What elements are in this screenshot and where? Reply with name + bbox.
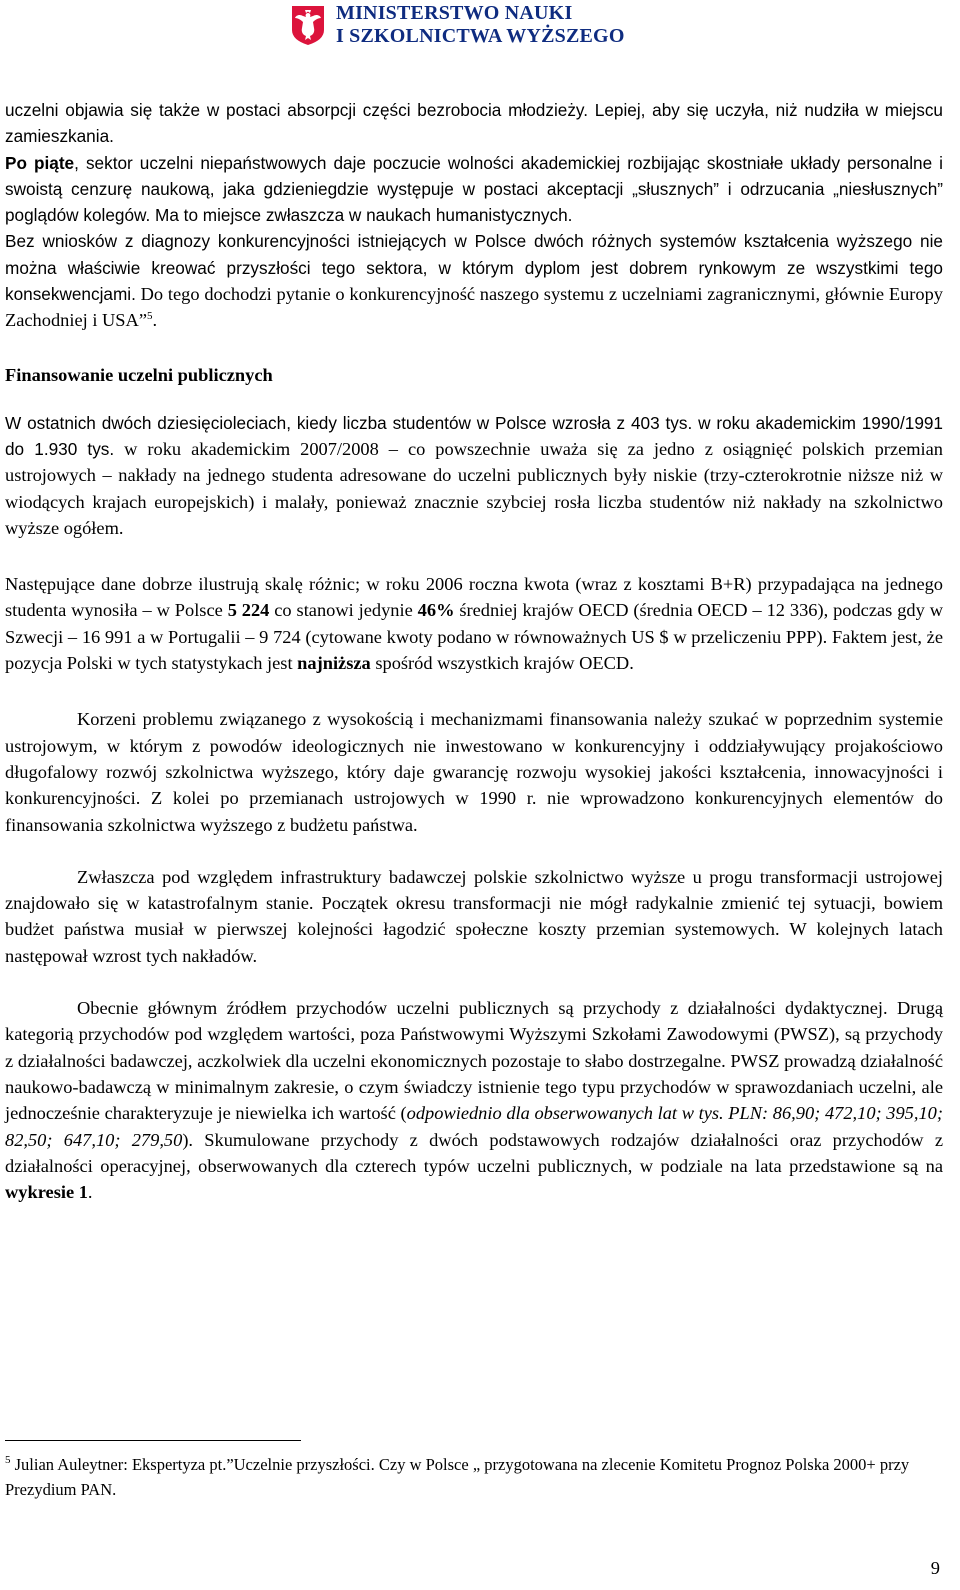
konkurencyjnosc-text: Do tego dochodzi pytanie o konkurencyjność naszego systemu z uczelniami zagranicznymi, głównie Europy Zachodniej i USA” bbox=[5, 284, 943, 331]
page-number: 9 bbox=[930, 1558, 940, 1578]
obecnie-values-italic: odpowiednio dla obserwowanych lat w tys. PLN: 86,90; 472,10; 395,10; 82,50; 647,10; 279,50 bbox=[5, 1103, 943, 1150]
ostatnich-sans-text: W ostatnich dwóch dziesięcioleciach, kiedy liczba studentów w Polsce wzrosła z 403 tys. w roku akademickim 1990/1991 do 1.930 tys. bbox=[5, 412, 943, 459]
ministry-name-line2: I SZKOLNICTWA WYŻSZEGO bbox=[336, 25, 625, 47]
footnote-ref: 5 bbox=[146, 310, 153, 323]
paragraph-obecnie bbox=[5, 995, 943, 1205]
obecnie-text-e: . bbox=[87, 1182, 93, 1203]
footnote-number: 5 bbox=[5, 1454, 11, 1466]
paragraph-end-period: . bbox=[152, 310, 158, 331]
po-piate-lead: Po piąte bbox=[5, 152, 75, 173]
footnote bbox=[5, 1452, 935, 1502]
po-piate-text: , sektor uczelni niepaństwowych daje poczucie wolności akademickiej rozbijając skostniałe układy personalne i swoistą cenzurę naukową, jaka gdzieniegdzie występuje w postaci akceptacji „słusznych” i odrzucania „niesłusznych” poglądów kolegów. Ma to miejsce zwłaszcza w naukach humanistycznych. bbox=[5, 152, 943, 226]
footnote-text-block bbox=[5, 1452, 935, 1502]
paragraph-bez-wnioskow bbox=[5, 228, 943, 333]
ostatnich-serif-text: w roku akademickim 2007/2008 – co powszechnie uważa się za jedno z osiągnięć polskich przemian ustrojowych – nakłady na jednego studenta adresowane do uczelni publicznych były niskie (trzy-czterokrotnie niższe niż w wiodących krajach europejskich) i malały, ponieważ znacznie szybciej rosła liczba studentów niż nakłady na szkolnictwo wyższe ogółem. bbox=[5, 438, 944, 538]
paragraph-ostatnich bbox=[5, 410, 943, 541]
obecnie-text-a: Obecnie głównym źródłem przychodów uczelni publicznych są przychody z działalności dydaktycznej. Drugą kategorią przychodów pod względem wartości, poza Państwowymi Wyższymi Szkołami Zawodowymi (PWSZ), są przychody z działalności badawczej, aczkolwiek dla uczelni ekonomicznych pozostaje to słabo dostrzegalne. PWSZ prowadzą działalność naukowo-badawczą w minimalnym zakresie, o czym świadczy istnienie tego typu przychodów w sprawozdaniach uczelni, ale jednocześnie charakteryzuje je niewielka ich wartość ( bbox=[5, 998, 943, 1124]
ministry-name bbox=[336, 2, 625, 48]
paragraph-korzeni: Korzeni problemu związanego z wysokością i mechanizmami finansowania należy szukać w poprzednim systemie ustrojowym, w którym z powodów ideologicznych nie inwestowano w konkurencyjny i oddziaływujący projakościowo długofalowy rozwój szkolnictwa wyższego, który daje gwarancję rozwoju wysokiej jakości kształcenia, innowacyjności i konkurencyjności. Z kolei po przemianach ustrojowych w 1990 r. nie wprowadzono konkurencyjnych elementów do finansowania szkolnictwa wyższego z budżetu państwa. bbox=[5, 709, 943, 835]
ministry-name-line1: MINISTERSTWO NAUKI bbox=[336, 2, 573, 24]
footnote-divider bbox=[5, 1440, 301, 1441]
document-body bbox=[5, 97, 943, 1205]
dane-amount-poland: 5 224 bbox=[227, 600, 270, 621]
chart-reference: wykresie 1 bbox=[5, 1182, 88, 1203]
paragraph-po-piate bbox=[5, 150, 943, 229]
paragraph-zwlaszcza: Zwłaszcza pod względem infrastruktury badawczej polskie szkolnictwo wyższe u progu transformacji ustrojowej znajdowało się w katastrofalnym stanie. Początek okresu transformacji nie mógł radykalnie zmienić tej sytuacji, bowiem budżet państwa musiał w pierwszej kolejności łagodzić społeczne koszty przemian systemowych. W kolejnych latach następował wzrost tych nakładów. bbox=[5, 866, 943, 966]
polish-eagle-icon bbox=[290, 4, 326, 46]
dane-text-a: Następujące dane dobrze ilustrują skalę różnic; w roku 2006 roczna kwota (wraz z kosztami B+R) przypadająca na jednego studenta wynosiła – w Polsce bbox=[5, 574, 943, 621]
dane-text-e: średniej krajów OECD (średnia OECD – 12 336), podczas gdy w Szwecji – 16 991 a w Portugalii – 9 724 (cytowane kwoty podano w równoważnych US $ w przeliczeniu PPP). Faktem jest, że pozycja Polski w tych statystykach jest bbox=[5, 600, 943, 674]
dane-text-g: spośród wszystkich krajów OECD. bbox=[370, 653, 634, 674]
dane-text-c: co stanowi jedynie bbox=[269, 600, 418, 621]
paragraph-dane bbox=[5, 571, 943, 676]
bez-wnioskow-text: Bez wniosków z diagnozy konkurencyjności istniejących w Polsce dwóch różnych systemów kształcenia wyższego nie można właściwie kreować przyszłości tego sektora, w którym dyplom jest dobrem rynkowym ze wszystkimi tego konsekwencjami. bbox=[5, 231, 943, 305]
ministry-header bbox=[290, 2, 625, 48]
footnote-text: Julian Auleytner: Ekspertyza pt.”Uczelnie przyszłości. Czy w Polsce „ przygotowana na zlecenie Komitetu Prognoz Polska 2000+ przy Prezydium PAN. bbox=[5, 1455, 910, 1499]
dane-najnizsza: najniższa bbox=[297, 653, 371, 674]
paragraph-absorpcja: uczelni objawia się także w postaci absorpcji części bezrobocia młodzieży. Lepiej, aby się uczyła, niż nudziła w miejscu zamieszkania. bbox=[5, 100, 943, 147]
section-heading: Finansowanie uczelni publicznych bbox=[5, 364, 273, 385]
obecnie-text-c: ). Skumulowane przychody z dwóch podstawowych rodzajów działalności oraz przychodów z działalności operacyjnej, obserwowanych dla czterech typów uczelni publicznych, w podziale na lata przedstawione są na bbox=[5, 1129, 943, 1176]
dane-percent: 46% bbox=[417, 600, 455, 621]
